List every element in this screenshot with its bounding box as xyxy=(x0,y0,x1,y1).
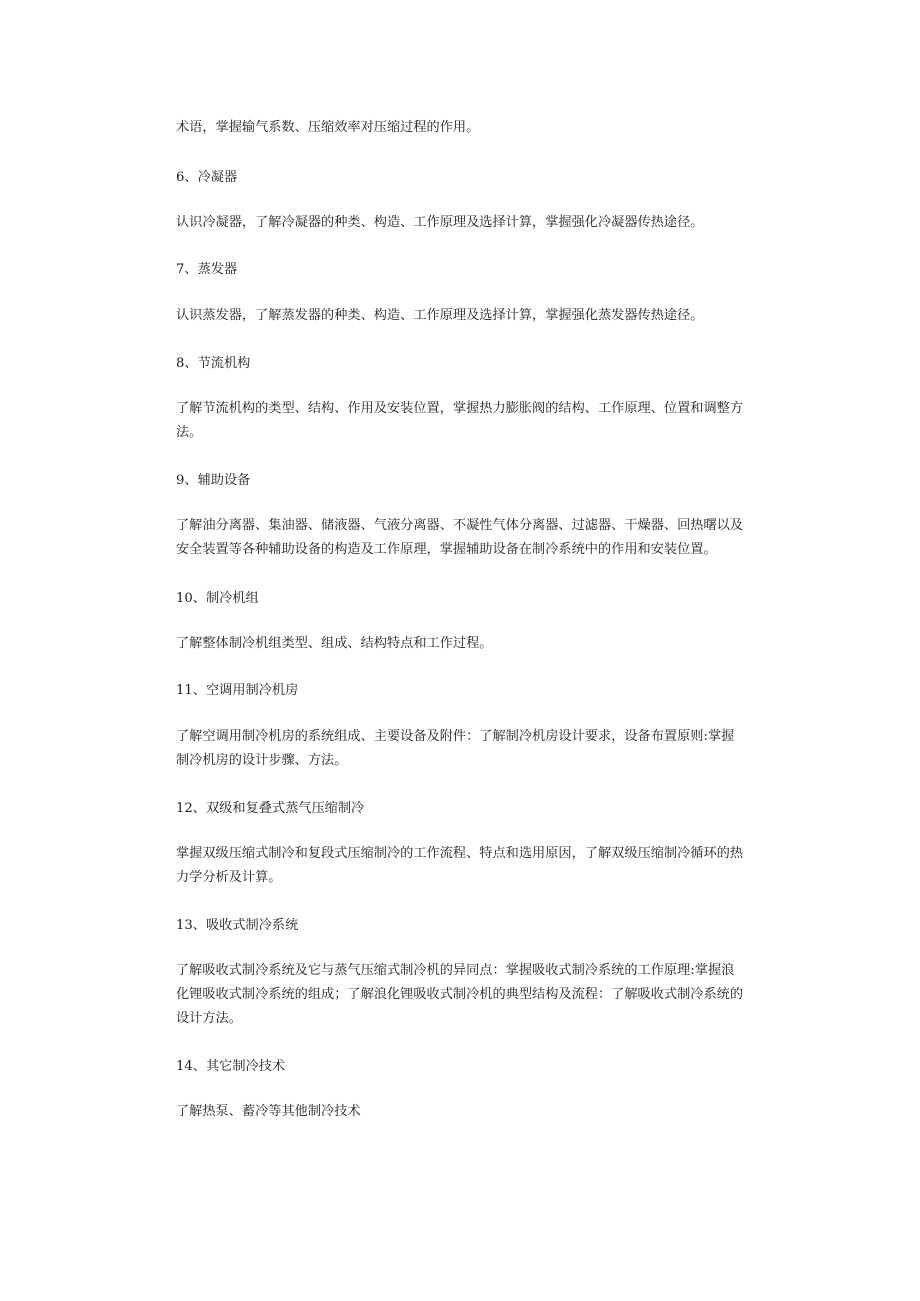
section-heading-throttling: 8、节流机构 xyxy=(176,356,251,371)
paragraph-machine-room: 了解空调用制冷机房的系统组成、主要设备及附件：了解制冷机房设计要求，设备布置原则:掌握制冷机房的设计步骤、方法。 xyxy=(176,729,735,768)
paragraph-other-tech: 了解热泵、蓄冷等其他制冷技术 xyxy=(176,1104,361,1119)
section-heading-other-tech: 14、其它制冷技术 xyxy=(176,1059,286,1074)
section-heading-condenser: 6、冷凝器 xyxy=(176,170,238,185)
paragraph-auxiliary: 了解油分离器、集油器、储液器、气液分离器、不凝性气体分离器、过滤器、干燥器、回热曙以及安全装置等各种辅助设备的构造及工作原理，掌握辅助设备在制冷系统中的作用和安装位置。 xyxy=(176,518,744,557)
paragraph-refrigeration-unit: 了解整体制冷机组类型、组成、结构特点和工作过程。 xyxy=(176,636,493,651)
section-heading-refrigeration-unit: 10、制冷机组 xyxy=(176,591,259,606)
paragraph-throttling: 了解节流机构的类型、结构、作用及安装位置，掌握热力膨胀阀的结构、工作原理、位置和调整方法。 xyxy=(176,401,744,440)
paragraph-condenser: 认识冷凝器，了解冷凝器的种类、构造、工作原理及选择计算，掌握强化冷凝器传热途径。 xyxy=(176,215,704,230)
section-heading-two-stage: 12、双级和复叠式蒸气压缩制冷 xyxy=(176,801,365,816)
section-heading-auxiliary: 9、辅助设备 xyxy=(176,473,251,488)
paragraph-two-stage: 掌握双级压缩式制冷和复段式压缩制冷的工作流程、特点和选用原因，了解双级压缩制冷循环的热力学分析及计算。 xyxy=(176,846,744,885)
section-heading-absorption: 13、吸收式制冷系统 xyxy=(176,918,299,933)
paragraph-absorption: 了解吸收式制冷系统及它与蒸气压缩式制冷机的异同点：掌握吸收式制冷系统的工作原理:掌握浪化锂吸收式制冷系统的组成；了解浪化锂吸收式制冷机的典型结构及流程：了解吸收式制冷系统的设计方法。 xyxy=(176,963,744,1026)
section-heading-evaporator: 7、蒸发器 xyxy=(176,262,238,277)
paragraph-continuation: 术语，掌握输气系数、压缩效率对压缩过程的作用。 xyxy=(176,120,480,135)
section-heading-machine-room: 11、空调用制冷机房 xyxy=(176,683,299,698)
paragraph-evaporator: 认识蒸发器，了解蒸发器的种类、构造、工作原理及选择计算，掌握强化蒸发器传热途径。 xyxy=(176,308,704,323)
